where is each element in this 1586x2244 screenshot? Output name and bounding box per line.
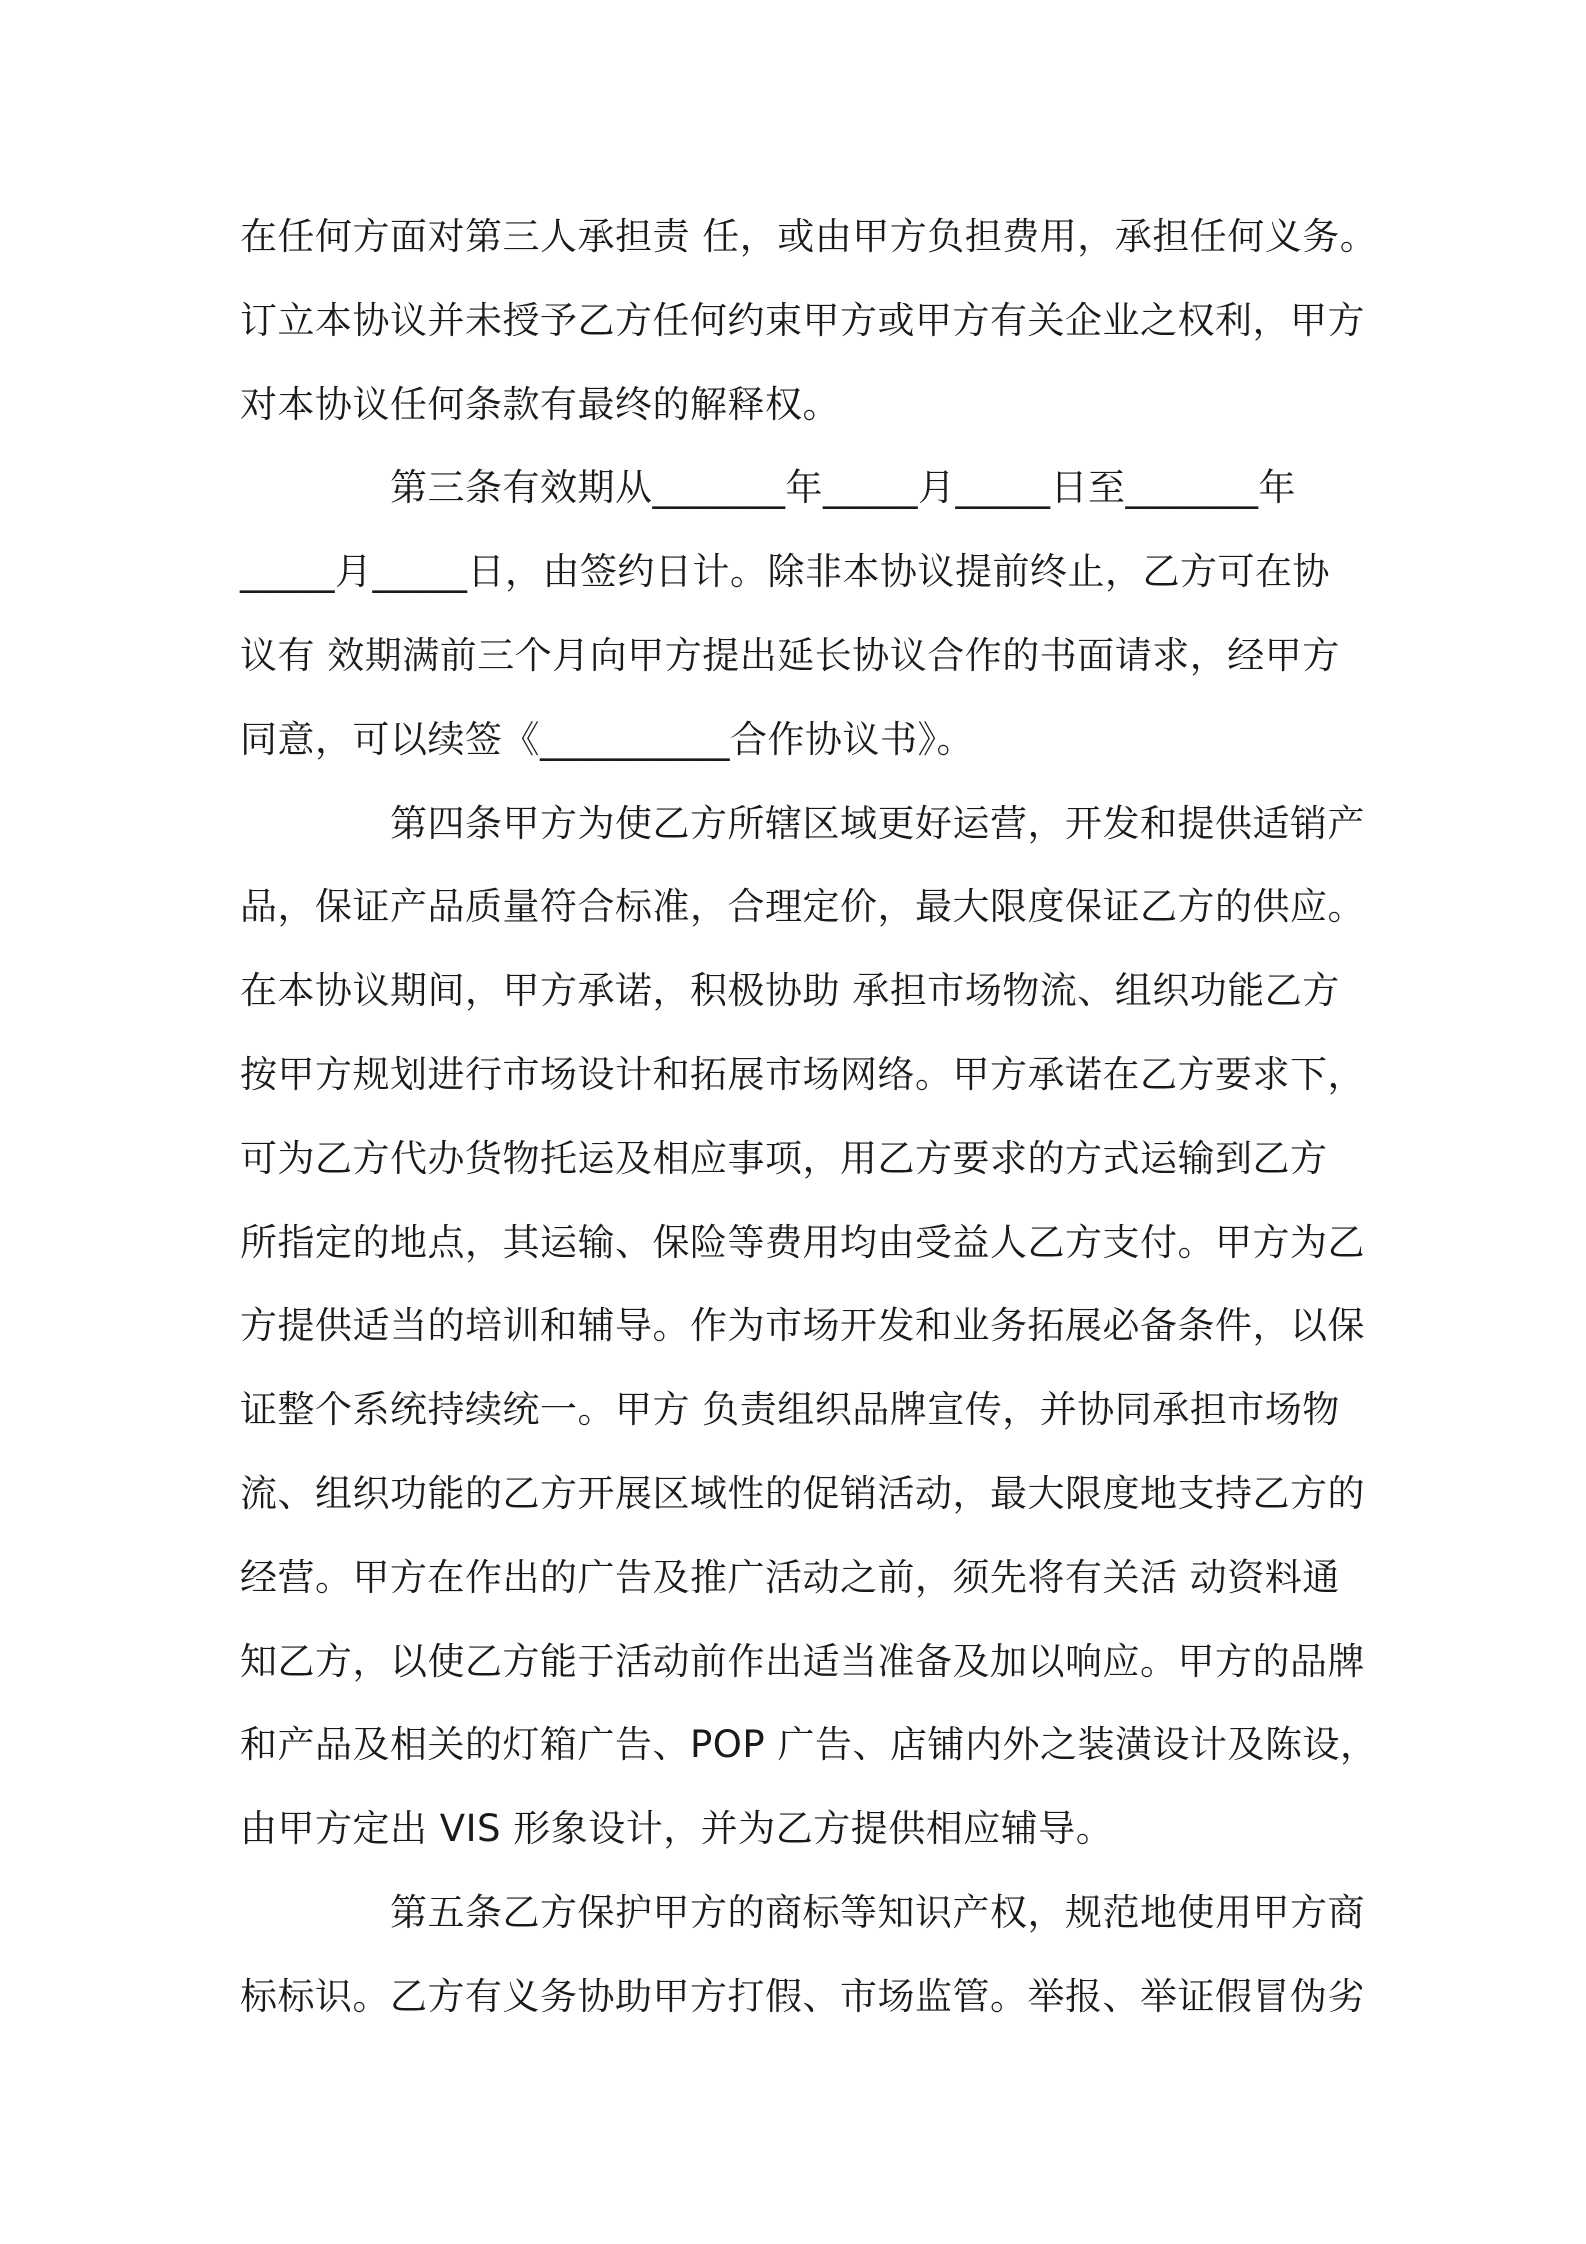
document-body xyxy=(240,195,1378,2039)
text-line: 由甲方定出 VIS 形象设计，并为乙方提供相应辅导。 xyxy=(240,1807,1114,1851)
text-line: 第五条乙方保护甲方的商标等知识产权，规范地使用甲方商 xyxy=(390,1890,1365,1934)
text-line: 议有 效期满前三个月向甲方提出延长协议合作的书面请求，经甲方 xyxy=(240,633,1340,677)
text-line: 经营。甲方在作出的广告及推广活动之前，须先将有关活 动资料通 xyxy=(240,1555,1340,1599)
text-line: 标标识。乙方有义务协助甲方打假、市场监管。举报、举证假冒伪劣 xyxy=(240,1974,1365,2018)
text-line: 证整个系统持续统一。甲方 负责组织品牌宣传，并协同承担市场物 xyxy=(240,1388,1340,1432)
text-line: 在本协议期间，甲方承诺，积极协助 承担市场物流、组织功能乙方 xyxy=(240,969,1340,1013)
text-line: 对本协议任何条款有最终的解释权。 xyxy=(240,382,840,426)
text-line: 流、组织功能的乙方开展区域性的促销活动，最大限度地支持乙方的 xyxy=(240,1471,1365,1515)
text-line: 第四条甲方为使乙方所辖区域更好运营，开发和提供适销产 xyxy=(390,801,1365,845)
text-line: 可为乙方代办货物托运及相应事项，用乙方要求的方式运输到乙方 xyxy=(240,1136,1328,1180)
text-line: 同意，可以续签《__________合作协议书》。 xyxy=(240,717,974,761)
text-line: 第三条有效期从_______年_____月_____日至_______年 xyxy=(390,466,1296,510)
text-line: _____月_____日，由签约日计。除非本协议提前终止，乙方可在协 xyxy=(240,550,1330,594)
text-line: 订立本协议并未授予乙方任何约束甲方或甲方有关企业之权利，甲方 xyxy=(240,298,1365,342)
text-line: 方提供适当的培训和辅导。作为市场开发和业务拓展必备条件，以保 xyxy=(240,1304,1365,1348)
text-line: 所指定的地点，其运输、保险等费用均由受益人乙方支付。甲方为乙 xyxy=(240,1220,1365,1264)
text-line: 按甲方规划进行市场设计和拓展市场网络。甲方承诺在乙方要求下， xyxy=(240,1052,1365,1096)
text-line: 在任何方面对第三人承担责 任，或由甲方负担费用，承担任何义务。 xyxy=(240,215,1378,258)
text-line: 和产品及相关的灯箱广告、POP 广告、店铺内外之装潢设计及陈设， xyxy=(240,1723,1378,1767)
text-line: 品，保证产品质量符合标准，合理定价，最大限度保证乙方的供应。 xyxy=(240,885,1365,929)
text-line: 知乙方，以使乙方能于活动前作出适当准备及加以响应。甲方的品牌 xyxy=(240,1639,1365,1683)
